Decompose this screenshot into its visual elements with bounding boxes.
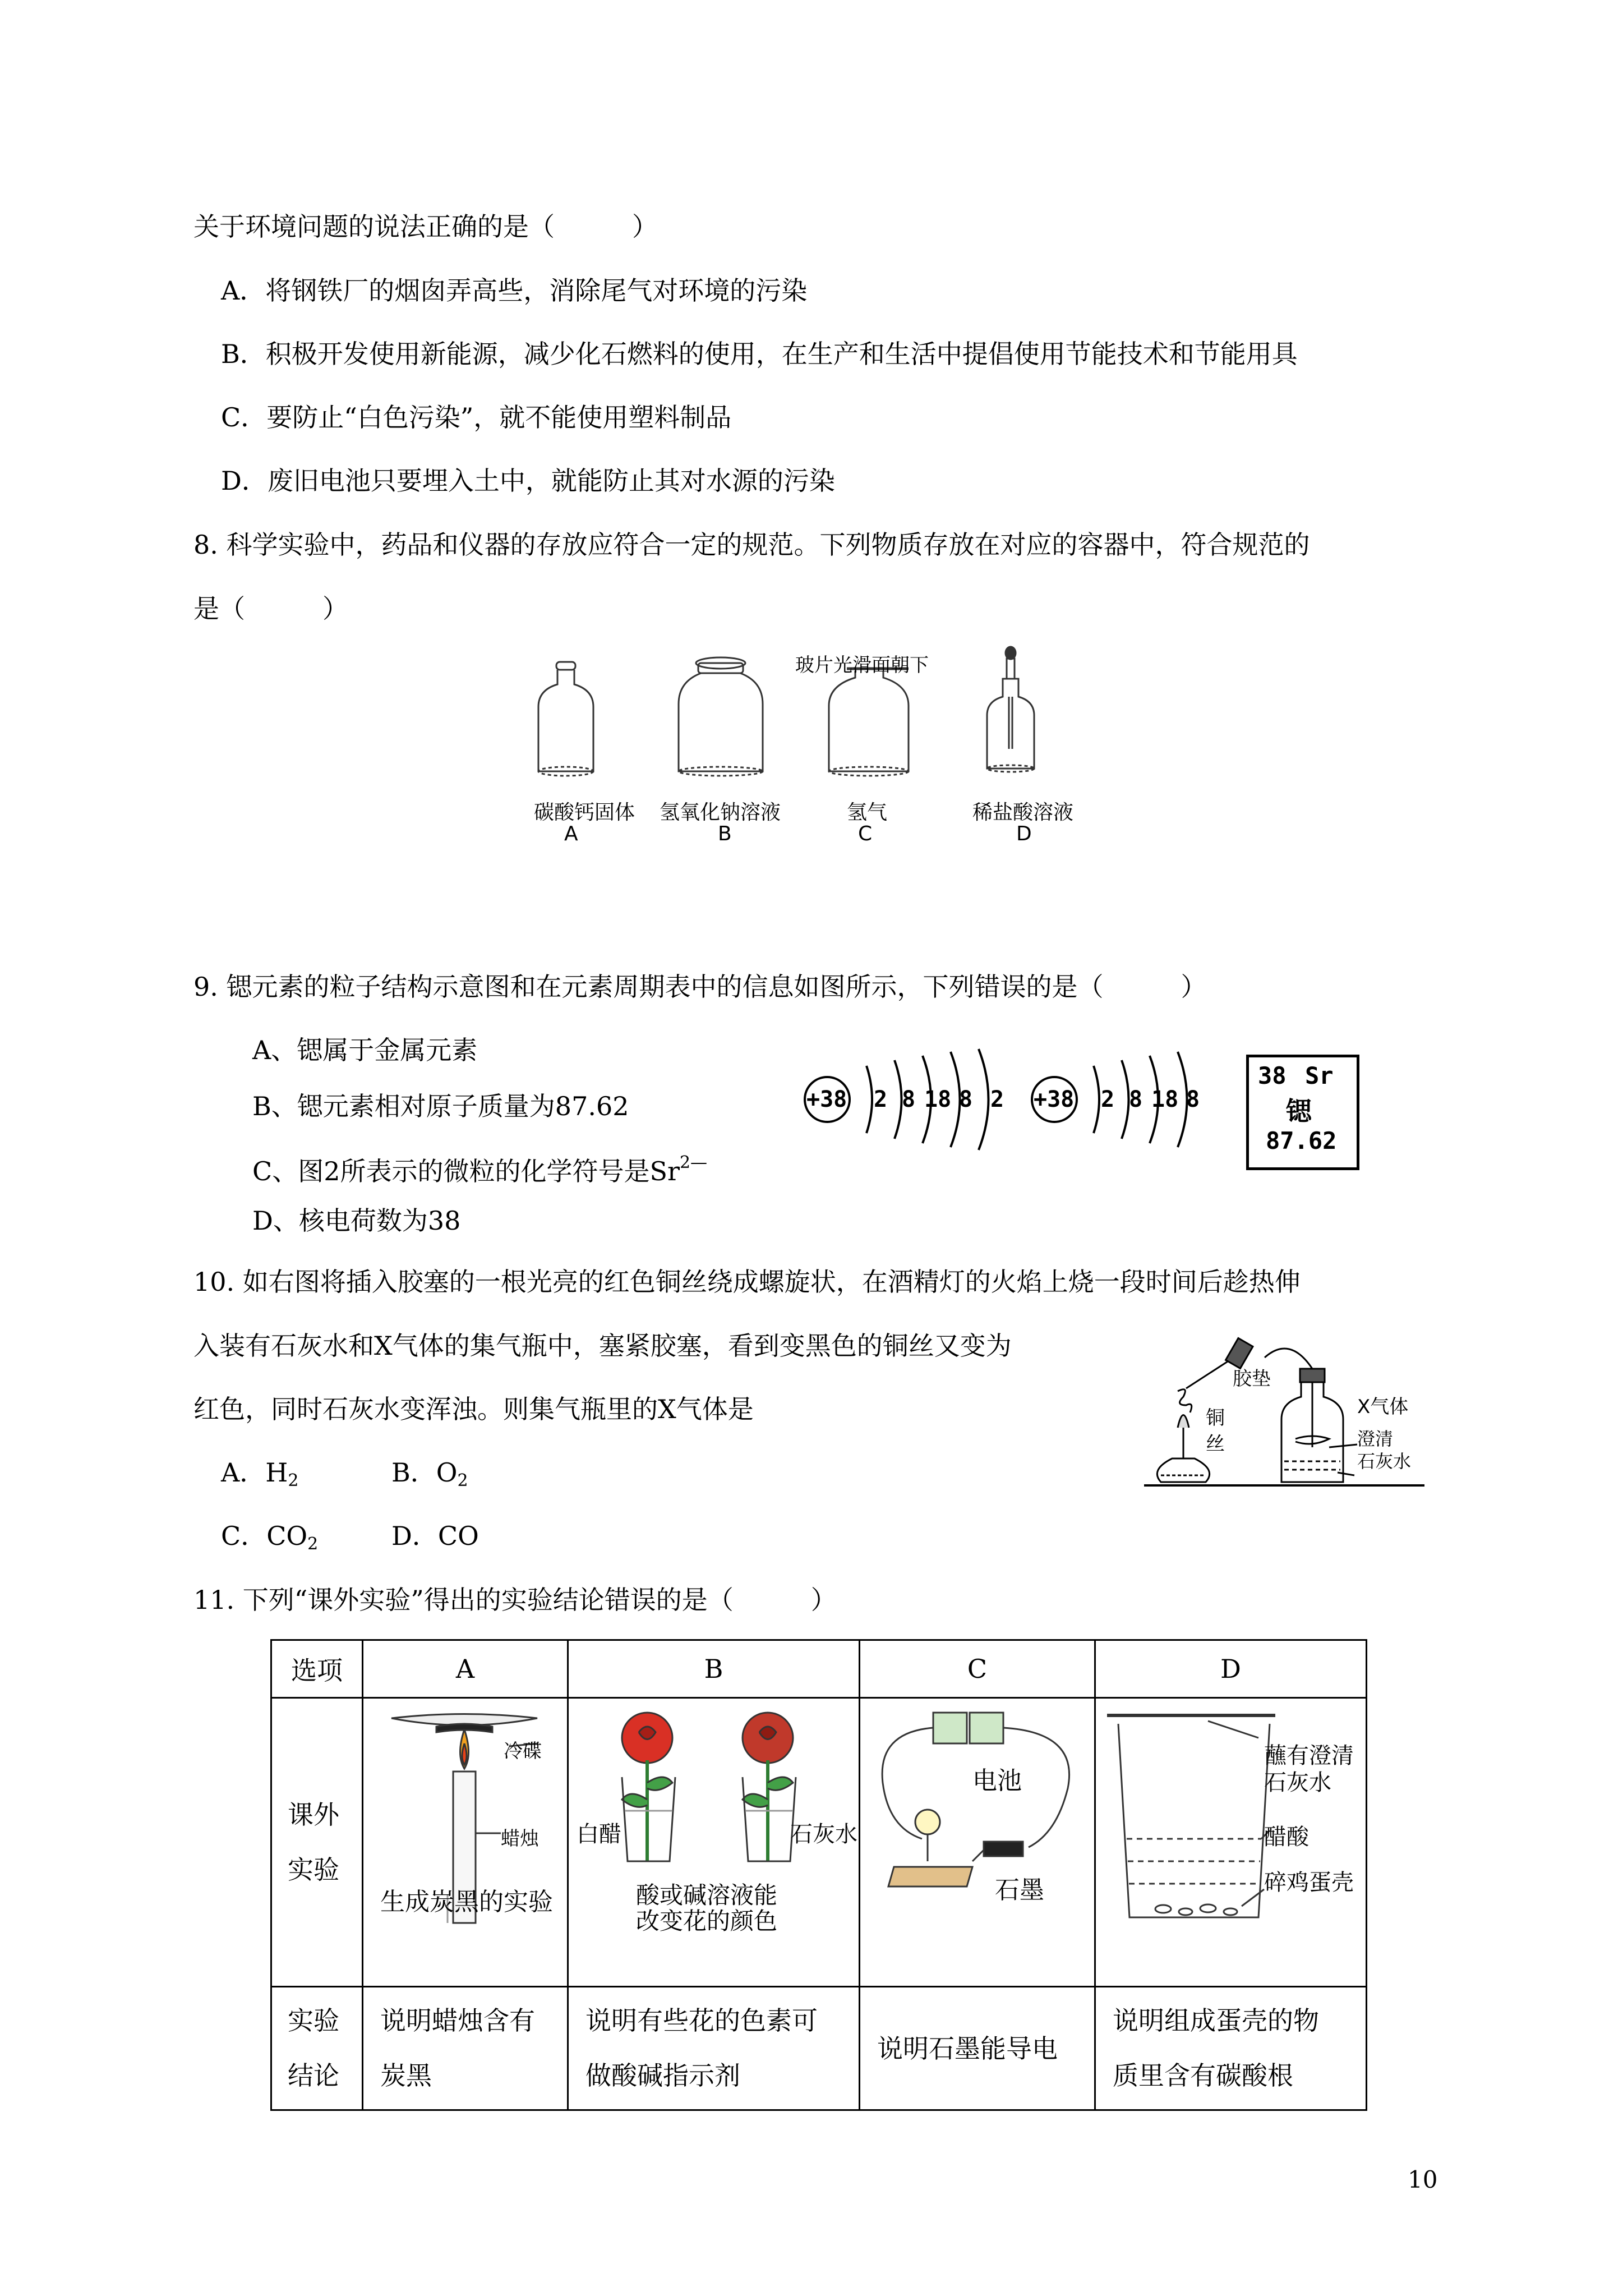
- row1-label-line2: 实验: [288, 1855, 339, 1885]
- soot-caption: 生成炭黑的实验: [380, 1888, 553, 1916]
- q11-fig-b: [568, 1698, 860, 1987]
- q10-wire-label-1: 铜: [1206, 1407, 1225, 1429]
- q7-stem: 关于环境问题的说法正确的是（ ）: [193, 211, 658, 242]
- conclusion-d-line2: 质里含有碳酸根: [1113, 2060, 1293, 2091]
- q10-wire-label-2: 丝: [1206, 1433, 1225, 1455]
- q11-fig-a: [363, 1698, 568, 1987]
- q7-option-b: B．积极开发使用新能源，减少化石燃料的使用，在生产和生活中提倡使用节能技术和节能用具: [221, 339, 1298, 369]
- q11-conclusion-c: [860, 1987, 1095, 2110]
- acetic-acid-label: 醋酸: [1264, 1824, 1309, 1850]
- q11-fig-d: [1095, 1698, 1367, 1987]
- q10-option-d: D．CO: [391, 1521, 479, 1551]
- dipped-label-1: 蘸有澄清: [1264, 1743, 1354, 1769]
- q10-option-c: C．$CO_2$: [221, 1521, 319, 1554]
- q11-conclusion-d: [1095, 1987, 1367, 2110]
- conclusion-b-line1: 说明有些花的色素可: [585, 2005, 818, 2036]
- dropper-bottle-d-icon: [987, 647, 1034, 772]
- battery-label: 电池: [972, 1766, 1022, 1795]
- q11-stem: 11. 下列“课外实验”得出的实验结论错误的是（ ）: [193, 1585, 837, 1615]
- element-mass: 87.62: [1266, 1127, 1337, 1154]
- flower-caption-1: 酸或碱溶液能: [636, 1881, 778, 1909]
- element-symbol: Sr: [1305, 1062, 1334, 1089]
- q10-lime-label-2: 石灰水: [1357, 1451, 1412, 1472]
- fig2-shell-1: 2: [1101, 1087, 1115, 1112]
- fig1-shell-3: 18: [924, 1087, 952, 1112]
- q8-bottle-d-label: 稀盐酸溶液: [972, 801, 1074, 824]
- page-number: 10: [1408, 2166, 1438, 2193]
- q10-option-a: A．$H_2$: [221, 1457, 299, 1490]
- bottle-a-icon: [538, 662, 593, 776]
- q11-conclusion-a: [363, 1987, 568, 2110]
- fig2-shell-3: 18: [1151, 1087, 1179, 1112]
- q11-row1-label: [271, 1698, 363, 1987]
- q8-stem-line1: 8. 科学实验中，药品和仪器的存放应符合一定的规范。下列物质存放在对应的容器中，符合规范的: [193, 530, 1310, 560]
- flower-caption-2: 改变花的颜色: [636, 1907, 778, 1935]
- q8-bottle-b-letter: B: [718, 822, 732, 845]
- fig1-nucleus: +38: [806, 1087, 847, 1112]
- q11-fig-c: [860, 1698, 1095, 1987]
- conclusion-a-line2: 炭黑: [380, 2060, 432, 2091]
- q11-conclusion-b: [568, 1987, 860, 2110]
- q9-option-d: D、核电荷数为38: [252, 1205, 461, 1236]
- q11-row2-label: [271, 1987, 363, 2110]
- q10-line1: 10. 如右图将插入胶塞的一根光亮的红色铜丝绕成螺旋状，在酒精灯的火焰上烧一段时间后趁热伸: [193, 1267, 1301, 1297]
- fig2-shell-4: 8: [1186, 1087, 1200, 1112]
- conclusion-c-line1: 说明石墨能导电: [877, 2033, 1058, 2064]
- q8-stem-line2: 是（ ）: [193, 593, 348, 624]
- q7-option-c: C．要防止“白色污染”，就不能使用塑料制品: [221, 402, 732, 432]
- bottle-b-icon: [679, 657, 763, 776]
- q10-lime-label-1: 澄清: [1357, 1428, 1394, 1450]
- q9-option-a: A、锶属于金属元素: [252, 1035, 478, 1065]
- q10-line2: 入装有石灰水和X气体的集气瓶中，塞紧胶塞，看到变黑色的铜丝又变为: [193, 1331, 1012, 1361]
- q10-line3: 红色，同时石灰水变浑浊。则集气瓶里的X气体是: [193, 1394, 754, 1424]
- q8-bottle-b-label: 氢氧化钠溶液: [660, 801, 781, 824]
- limewater-label: 石灰水: [790, 1821, 857, 1847]
- q8-bottle-c-letter: C: [858, 822, 873, 845]
- q8-glass-note: 玻片光滑面朝下: [795, 654, 929, 677]
- q10-option-b: B．$O_2$: [391, 1457, 468, 1490]
- q11-header-b: B: [568, 1640, 860, 1698]
- fig1-shell-5: 2: [990, 1087, 1004, 1112]
- fig2-nucleus: +38: [1034, 1087, 1075, 1112]
- q11-header-option: 选项: [271, 1640, 363, 1698]
- fig1-shell-1: 2: [874, 1087, 888, 1112]
- q11-header-a: A: [363, 1640, 568, 1698]
- conclusion-d-line1: 说明组成蛋壳的物: [1113, 2005, 1319, 2036]
- element-number: 38: [1258, 1062, 1287, 1089]
- conclusion-a-line1: 说明蜡烛含有: [380, 2005, 535, 2036]
- q8-bottle-a-letter: A: [564, 822, 578, 845]
- q11-table: [270, 1639, 1367, 2111]
- q10-stopper-label: 胶垫: [1233, 1368, 1271, 1390]
- q9-option-c: C、图2所表示的微粒的化学符号是$Sr^{2—}$: [252, 1153, 708, 1186]
- q8-bottle-a-label: 碳酸钙固体: [534, 801, 635, 824]
- dipped-label-2: 石灰水: [1264, 1770, 1331, 1796]
- circuit-drawing: [860, 1699, 1094, 1987]
- q11-header-c: C: [860, 1640, 1095, 1698]
- cold-plate-label: 冷碟: [504, 1740, 542, 1763]
- q11-header-d: D: [1095, 1640, 1367, 1698]
- fig2-shell-2: 8: [1129, 1087, 1143, 1112]
- row1-label-line1: 课外: [288, 1800, 339, 1830]
- q8-bottle-d-letter: D: [1016, 822, 1032, 845]
- q10-gas-label: X气体: [1357, 1396, 1409, 1418]
- q9-option-b: B、锶元素相对原子质量为87.62: [252, 1091, 629, 1121]
- vinegar-label: 白醋: [577, 1821, 621, 1847]
- gas-jar-c-icon: [829, 669, 909, 776]
- graphite-label: 石墨: [995, 1876, 1044, 1904]
- conclusion-b-line2: 做酸碱指示剂: [585, 2060, 740, 2091]
- fig1-shell-2: 8: [902, 1087, 916, 1112]
- q7-option-d: D．废旧电池只要埋入土中，就能防止其对水源的污染: [221, 466, 835, 496]
- q7-option-a: A．将钢铁厂的烟囱弄高些，消除尾气对环境的污染: [221, 275, 808, 306]
- row2-label-line2: 结论: [288, 2060, 339, 2091]
- eggshell-label: 碎鸡蛋壳: [1264, 1870, 1354, 1895]
- fig1-shell-4: 8: [959, 1087, 973, 1112]
- q9-stem: 9. 锶元素的粒子结构示意图和在元素周期表中的信息如图所示，下列错误的是（ ）: [193, 972, 1207, 1002]
- element-name: 锶: [1286, 1096, 1312, 1126]
- row2-label-line1: 实验: [288, 2005, 339, 2036]
- candle-label: 蜡烛: [501, 1828, 539, 1850]
- q8-bottle-c-label: 氢气: [847, 801, 888, 824]
- element-tile: [1246, 1055, 1359, 1170]
